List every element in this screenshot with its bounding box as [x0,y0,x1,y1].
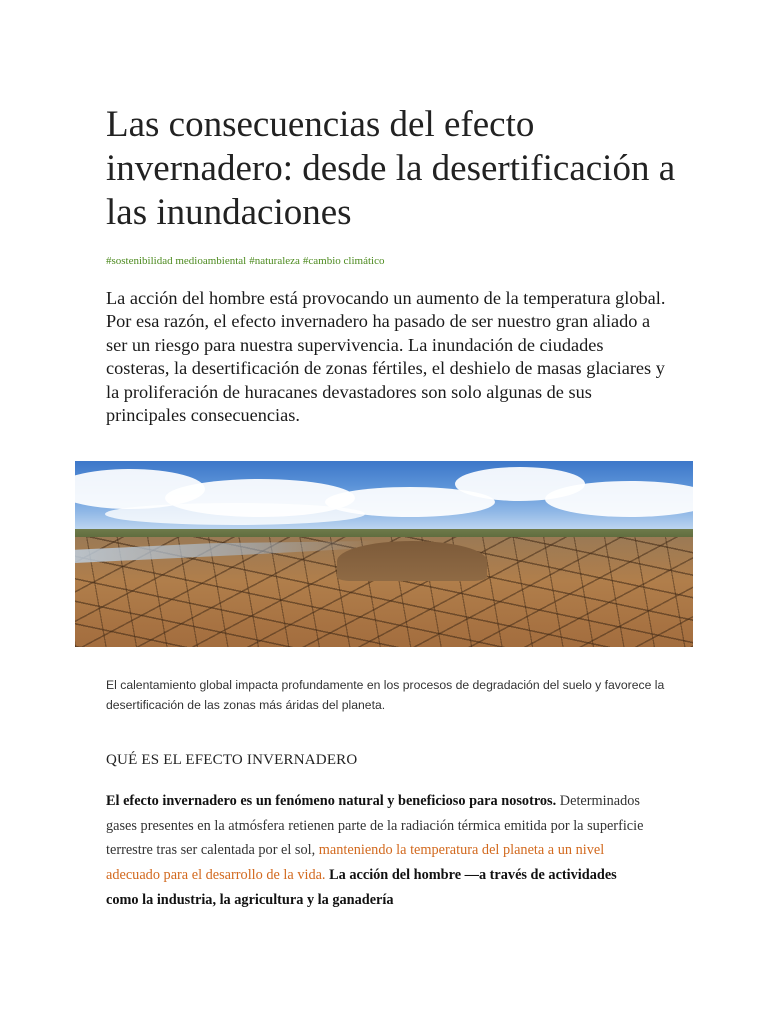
photo-cloud [105,503,365,525]
body-bold-text: El efecto invernadero es un fenómeno natural y beneficioso para nosotros. [106,793,557,809]
image-caption: El calentamiento global impacta profundamente en los procesos de degradación del suelo y favorece la desertificación de las zonas más áridas del planeta. [106,678,665,712]
article-title: Las consecuencias del efecto invernadero: desde la desertificación a las inundaciones [106,104,676,233]
tag-cambio-climatico[interactable]: #cambio climático [302,255,385,267]
article-intro: La acción del hombre está provocando un aumento de la temperatura global. Por esa razón, el efecto invernadero ha pasado de ser nuestro gran aliado a ser un riesgo para nuestra supervivencia. La inundación de ciudades costeras, la desertificación de zonas fértiles, el deshielo de masas glaciares y la proliferación de huracanes devastadores son solo algunas de sus principales consecuencias. [106,288,666,426]
tag-list [106,254,666,268]
section-heading: QUÉ ES EL EFECTO INVERNADERO [106,752,358,768]
body-bold-text-2: La acción del hombre —a través de actividades como la industria, la agricultura y la ganadería [106,867,617,908]
cracked-earth-photo [75,461,693,647]
tag-sostenibilidad[interactable]: #sostenibilidad medioambiental [106,255,247,267]
body-highlight-link[interactable]: manteniendo la temperatura del planeta a un nivel adecuado para el desarrollo de la vida. [106,842,605,884]
body-plain-text: Determinados gases presentes en la atmósfera retienen parte de la radiación térmica emitida por la superficie terrestre tras ser calentada por el sol, [106,793,644,859]
tag-naturaleza[interactable]: #naturaleza [249,255,300,267]
photo-mound [337,541,487,581]
body-paragraph [106,789,646,913]
